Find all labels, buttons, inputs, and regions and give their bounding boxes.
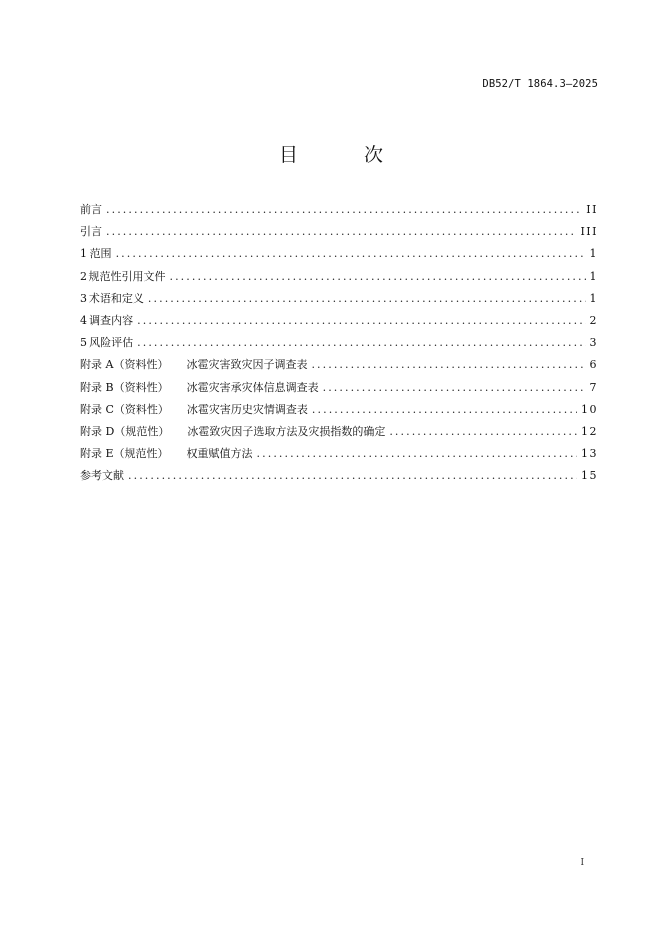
toc-leader-dots — [128, 465, 577, 487]
toc-annex-type: （资料性） — [113, 380, 169, 394]
toc-leader-dots — [323, 377, 586, 399]
toc-entry-label: 风险评估 — [89, 336, 134, 350]
toc-entry-label: 引言 — [80, 225, 102, 239]
toc-annex-id: 附录 E — [80, 447, 114, 461]
toc-entry-normative-references[interactable] — [80, 266, 598, 288]
toc-leader-dots — [389, 421, 577, 443]
toc-entry-label: 冰雹致灾因子选取方法及灾损指数的确定 — [187, 424, 386, 438]
toc-entry-annex-e[interactable] — [80, 443, 598, 465]
toc-entry-label: 冰雹灾害承灾体信息调查表 — [186, 380, 319, 394]
toc-annex-type: （规范性） — [114, 424, 170, 438]
toc-page-number: 6 — [589, 358, 598, 372]
toc-leader-dots — [311, 354, 585, 376]
toc-page-number: 3 — [589, 336, 598, 350]
toc-entry-label: 冰雹灾害历史灾情调查表 — [186, 402, 308, 416]
page-number: I — [580, 858, 584, 868]
toc-section-number: 1 — [80, 247, 87, 261]
toc-page-number: II — [586, 203, 598, 216]
toc-leader-dots — [137, 310, 585, 332]
toc-entry-annex-b[interactable] — [80, 377, 598, 399]
toc-entry-label: 冰雹灾害致灾因子调查表 — [186, 358, 308, 372]
toc-leader-dots — [169, 266, 585, 288]
toc-entry-introduction[interactable] — [80, 221, 598, 243]
toc-page-number: III — [580, 225, 598, 239]
toc-entry-label: 范围 — [89, 247, 112, 261]
toc-leader-dots — [257, 443, 577, 465]
toc-leader-dots — [312, 399, 577, 421]
toc-entry-label: 参考文献 — [80, 469, 124, 483]
table-of-contents — [80, 199, 598, 487]
toc-entry-foreword[interactable] — [80, 199, 598, 221]
toc-annex-type: （资料性） — [113, 402, 169, 416]
toc-page-number: 13 — [581, 447, 598, 461]
toc-entry-risk-assessment[interactable] — [80, 332, 598, 354]
toc-page-number: 10 — [581, 402, 598, 416]
toc-leader-dots — [106, 221, 576, 243]
toc-entry-annex-c[interactable] — [80, 399, 598, 421]
toc-page-number: 1 — [589, 247, 598, 261]
page-title: 目 次 — [278, 144, 414, 166]
toc-entry-annex-a[interactable] — [80, 354, 598, 376]
toc-entry-label: 前言 — [80, 203, 102, 216]
toc-section-number: 3 — [80, 291, 87, 305]
toc-annex-id: 附录 B — [80, 380, 114, 394]
toc-entry-label: 调查内容 — [89, 313, 134, 327]
toc-annex-id: 附录 D — [80, 424, 115, 438]
toc-annex-id: 附录 A — [80, 358, 114, 372]
toc-entry-survey-content[interactable] — [80, 310, 598, 332]
toc-leader-dots — [106, 199, 582, 221]
toc-annex-id: 附录 C — [80, 402, 114, 416]
toc-page-number: 1 — [589, 291, 598, 305]
toc-entry-terms-definitions[interactable] — [80, 288, 598, 310]
toc-entry-scope[interactable] — [80, 243, 598, 265]
toc-entry-bibliography[interactable] — [80, 465, 598, 487]
toc-entry-label: 规范性引用文件 — [88, 269, 166, 283]
toc-entry-label: 权重赋值方法 — [186, 447, 253, 461]
toc-page-number: 1 — [589, 269, 598, 283]
toc-page-number: 12 — [581, 424, 598, 438]
document-code: DB52/T 1864.3—2025 — [482, 78, 598, 90]
toc-annex-type: （规范性） — [113, 447, 169, 461]
toc-leader-dots — [137, 332, 585, 354]
toc-entry-label: 术语和定义 — [88, 291, 144, 305]
toc-page-number: 15 — [581, 469, 598, 483]
toc-annex-type: （资料性） — [113, 358, 169, 372]
toc-entry-annex-d[interactable] — [80, 421, 598, 443]
toc-section-number: 4 — [80, 313, 87, 327]
toc-section-number: 5 — [80, 336, 87, 350]
toc-page-number: 7 — [589, 380, 598, 394]
toc-leader-dots — [116, 243, 586, 265]
toc-leader-dots — [148, 288, 586, 310]
toc-page-number: 2 — [589, 313, 598, 327]
toc-section-number: 2 — [80, 269, 87, 283]
